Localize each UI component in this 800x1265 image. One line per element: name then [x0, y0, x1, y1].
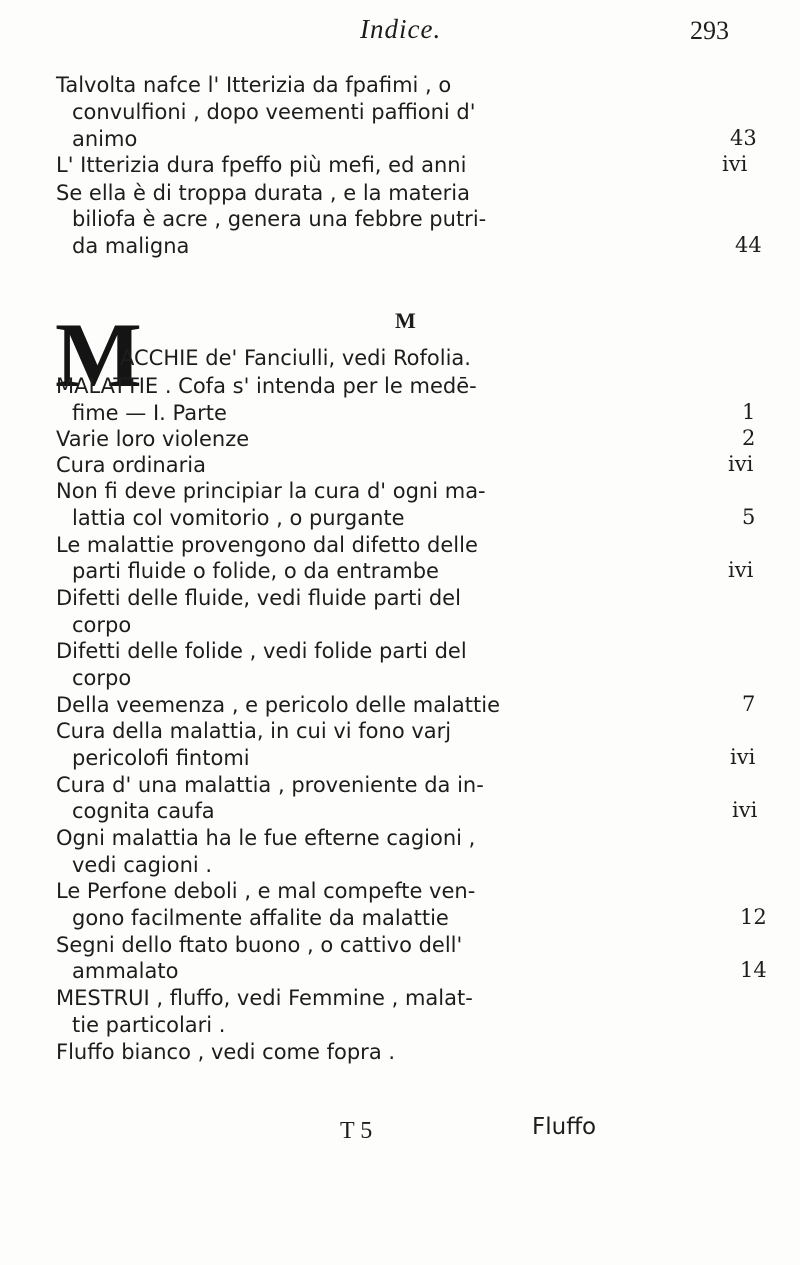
page-reference: 43	[730, 126, 757, 150]
index-entry-line: fime — I. Parte	[72, 401, 227, 425]
index-entry-line: Della veemenza , e pericolo delle malattie	[56, 693, 501, 717]
page-reference: ivi	[728, 558, 754, 582]
index-entry-line: cognita caufa	[72, 799, 215, 823]
page-reference: ivi	[730, 745, 756, 769]
index-entry-line: Difetti delle fluide, vedi fluide parti del	[56, 586, 461, 610]
index-entry-line: biliofa è acre , genera una febbre putri-	[72, 207, 487, 231]
index-entry-line: L' Itterizia dura fpeffo più mefi, ed anni	[56, 153, 467, 177]
index-entry-line: pericolofi fintomi	[72, 746, 250, 770]
index-entry-line: MALATTIE . Cofa s' intenda per le medē-	[56, 374, 477, 398]
page-reference: 7	[742, 692, 756, 716]
index-entry-line: Le malattie provengono dal difetto delle	[56, 533, 478, 557]
index-entry-line: Fluffo bianco , vedi come fopra .	[56, 1040, 396, 1064]
index-entry-line: Segni dello ftato buono , o cattivo dell'	[56, 933, 463, 957]
index-entry-line: Cura d' una malattia , proveniente da in-	[56, 773, 484, 797]
page-reference: 44	[735, 233, 762, 257]
index-entry-line: Se ella è di troppa durata , e la materia	[56, 181, 471, 205]
index-entry-line: Cura della malattia, in cui vi fono varj	[56, 719, 452, 743]
index-entry-line: da maligna	[72, 234, 190, 258]
index-entry-line: corpo	[72, 613, 132, 637]
index-entry-line: convulfioni , dopo veementi paffioni d'	[72, 100, 476, 124]
index-entry-line: parti fluide o folide, o da entrambe	[72, 559, 439, 583]
page-reference: ivi	[722, 152, 748, 176]
index-entry-line: vedi cagioni .	[72, 853, 213, 877]
index-entry-line: Non fi deve principiar la cura d' ogni ma-	[56, 479, 486, 503]
catchword: Fluffo	[532, 1114, 597, 1140]
page-reference: 2	[742, 426, 756, 450]
index-entry-line: corpo	[72, 666, 132, 690]
index-entry-line: gono facilmente affalite da malattie	[72, 906, 449, 930]
page-reference: 12	[740, 905, 767, 929]
index-entry-line: MESTRUI , fluffo, vedi Femmine , malat-	[56, 986, 473, 1010]
index-entry-line: Difetti delle folide , vedi folide parti del	[56, 639, 467, 663]
section-letter: M	[395, 308, 416, 333]
index-entry-line: Ogni malattia ha le fue efterne cagioni ,	[56, 826, 476, 850]
drop-capital: M	[55, 304, 142, 406]
index-entry-line: Varie loro violenze	[56, 427, 250, 451]
index-entry-line: ammalato	[72, 959, 179, 983]
index-entry-line: animo	[72, 127, 138, 151]
index-entry-line: Cura ordinaria	[56, 453, 206, 477]
index-entry-line: Talvolta nafce l' Itterizia da fpafimi , o	[56, 73, 452, 97]
entry-macchie: ACCHIE de' Fanciulli, vedi Rofolia.	[120, 346, 471, 370]
page-reference: ivi	[728, 452, 754, 476]
page-number: 293	[690, 16, 729, 45]
running-title: Indice.	[360, 14, 442, 44]
signature-mark: T 5	[340, 1118, 373, 1144]
page-reference: 5	[742, 505, 756, 529]
page-reference: 1	[742, 400, 756, 424]
page-reference: ivi	[732, 798, 758, 822]
page-reference: 14	[740, 958, 767, 982]
index-entry-line: tie particolari .	[72, 1013, 226, 1037]
index-entry-line: Le Perfone deboli , e mal compefte ven-	[56, 879, 476, 903]
index-entry-line: lattia col vomitorio , o purgante	[72, 506, 405, 530]
